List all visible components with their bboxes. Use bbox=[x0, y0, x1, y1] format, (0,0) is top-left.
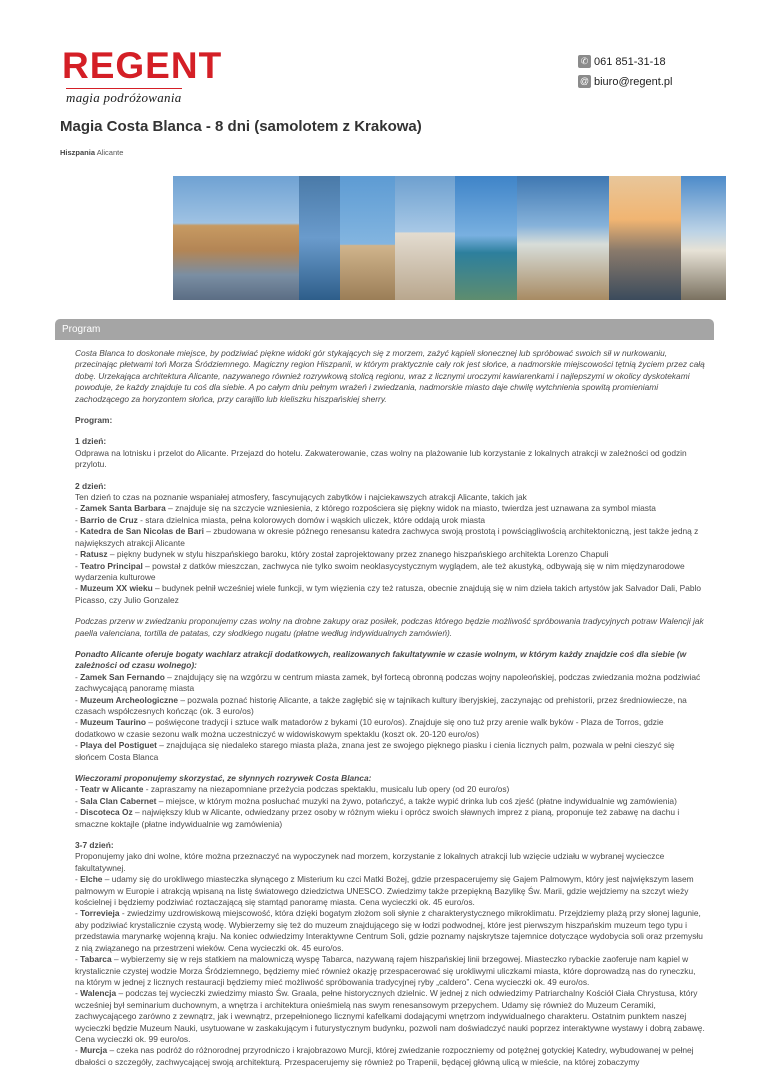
tab-program[interactable]: Program bbox=[55, 319, 714, 340]
list-item: - Playa del Postiguet – znajdująca się niedaleko starego miasta plaża, znana jest ze swojego pięknego piasku i cienia licznych palm, pozwala w pełni cieszyć się słońcem Costa Blanca bbox=[75, 740, 675, 762]
list-item: - Tabarca – wybierzemy się w rejs statkiem na malowniczą wyspę Tabarca, nazywaną rajem hiszpańskiej linii brzegowej. Miasteczko rybackie zaoferuje nam kąpiel w krystalicznie czystej wodzie Morza Śródziemnego, będziemy mieć również okazję przespacerować się urokliwymi uliczkami miasta, które doprowadzą nas do ryneczku, na którym w jednej z licznych restauracji będziemy mieć możliwość spróbowania tradycyjnej ryby „caldero”. Cena wycieczki ok. 49 euro/os. bbox=[75, 954, 696, 987]
list-item: - Zamek Santa Barbara – znajduje się na szczycie wzniesienia, z którego rozpościera się piękny widok na miasto, twierdza jest uznawana za symbol miasta bbox=[75, 503, 656, 514]
list-item: - Teatr w Alicante - zapraszamy na niezapomniane przeżycia podczas spektaklu, musicalu lub opery (od 20 euro/os) bbox=[75, 784, 510, 795]
day2-intro: Ten dzień to czas na poznanie wspaniałej atmosfery, fascynujących zabytków i najciekawszych atrakcji Alicante, takich jak bbox=[75, 492, 527, 503]
regent-logo[interactable] bbox=[62, 45, 223, 108]
evening-title: Wieczorami proponujemy skorzystać, ze słynnych rozrywek Costa Blanca: bbox=[75, 773, 372, 783]
list-item: - Walencja – podczas tej wycieczki zwiedzimy miasto Św. Graala, pełne historycznych dzielnic. W jednej z nich odwiedzimy Patriarchalny Kościół Ciała Chrystusa, który wcześniej był seminarium duchownym, a wnętrza i architektura onieśmielą nas swym renesansowym przepychem. Udamy się również do Muzeum Ceramiki, zachwycającego zarówno z zewnątrz, jak i wewnątrz, przepełnionego licznymi kafelkami dodającymi wnętrzom indywidualnego charakteru. Ostatnim punktem naszej wycieczki będzie Muzeum Nauki, usytuowane w zaskakującym i futurystycznym budynku, pozwoli nam doświadczyć nauki poprzez interaktywne wystawy i dobrą zabawę. Cena wycieczki ok. 99 euro/os. bbox=[75, 988, 705, 1044]
contact-block bbox=[578, 52, 672, 92]
gallery-photo[interactable] bbox=[517, 176, 609, 300]
email-address[interactable]: biuro@regent.pl bbox=[594, 75, 673, 88]
list-item: - Discoteca Oz – największy klub w Alicante, odwiedzany przez osoby w różnym wieku i oprócz swoich sławnych imprez z pianą, proponuje też zabawę na dachu i smaczne koktajle (płatne indywidualnie wg zamówienia) bbox=[75, 807, 680, 829]
logo-word: REGENT bbox=[62, 45, 223, 86]
list-item: - Katedra de San Nicolas de Bari – zbudowana w okresie późnego renesansu katedra zachwyca swoją prostotą i powściągliwością architektoniczną, jest także jedną z największych atrakcji Alicante bbox=[75, 526, 699, 548]
program-label: Program: bbox=[75, 415, 113, 426]
at-icon: @ bbox=[579, 76, 590, 86]
day3-intro: Proponujemy jako dni wolne, które można przeznaczyć na wypoczynek nad morzem, korzystanie z lokalnych atrakcji lub wzięcie udziału w wybranej wycieczce fakultatywnej. bbox=[75, 851, 665, 873]
list-item: - Torrevieja - zwiedzimy uzdrowiskową miejscowość, która dzięki bogatym złożom soli słynie z charakterystycznego mikroklimatu. Przejdziemy plażą przy słonej lagunie, aby podziwiać krystalicznie czystą wodę. Wybierzemy się też do muzeum znajdującego się w łodzi podwodnej, które jest pierwszym hiszpańskim muzeum tego typu i przedstawia marynarkę wojenną kraju. Na koniec odwiedzimy Interaktywne Centrum Soli, gdzie poznamy najskrytsze tajemnice dotyczące wydobycia soli oraz przemysłu z nią związanego na przestrzeni wieków. Cena wycieczki ok. 45 euro/os. bbox=[75, 908, 703, 953]
location-country[interactable]: Hiszpania bbox=[60, 148, 96, 157]
gallery-photo[interactable] bbox=[299, 176, 340, 300]
location-city[interactable]: Alicante bbox=[96, 148, 124, 157]
logo-tagline: magia podróżowania bbox=[66, 90, 182, 105]
gallery-photo[interactable] bbox=[455, 176, 517, 300]
program-content bbox=[75, 348, 705, 1078]
gallery-photo[interactable] bbox=[173, 176, 299, 300]
list-item: - Barrio de Cruz - stara dzielnica miasta, pełna kolorowych domów i wąskich uliczek, które oddają urok miasta bbox=[75, 514, 486, 525]
page-title: Magia Costa Blanca - 8 dni (samolotem z Krakowa) bbox=[60, 118, 422, 135]
list-item: - Muzeum Archeologiczne – pozwala poznać historię Alicante, a także zagłębić się w tajnikach kultury iberyjskiej, zaczynając od prehistorii, przez średniowiecze, na czasach współczesnych kończąc (ok. 3 euro/os) bbox=[75, 694, 687, 716]
list-item: - Sala Clan Cabernet – miejsce, w którym można posłuchać muzyki na żywo, potańczyć, a także wypić drinka lub coś zjeść (płatne indywidualnie wg zamówienia) bbox=[75, 795, 677, 806]
intro-paragraph: Costa Blanca to doskonałe miejsce, by podziwiać piękne widoki gór stykających się z morzem, zażyć kąpieli słonecznej lub spróbować swoich sił w nurkowaniu, przecinając płetwami toń Morza Śródziemnego. Magiczny region Hiszpanii, w którym praktycznie cały rok jest słońce, a nadmorskie miejscowości tętnią życiem przez całą dobę. Urzekająca architektura Alicante, nazywanego również rozrywkową stolicą regionu, wraz z licznymi uroczymi kawiarenkami i najlepszymi w okolicy dyskotekami powoduje, że każdy znajduje tu coś dla siebie. A po całym dniu pełnym wrażeń i zwiedzania, nadmorskie miasto daje chwilę wytchnienia spowitą promieniami zachodzącego za horyzontem słońca, przy carajillo lub kieliszku hiszpańskiej sherry. bbox=[75, 348, 705, 404]
email-row bbox=[578, 72, 672, 91]
location-breadcrumb bbox=[60, 148, 123, 157]
list-item: - Muzeum Taurino – poświęcone tradycji i sztuce walk matadorów z bykami (10 euro/os). Znajduje się ono tuż przy arenie walk byków - Plaza de Torros, gdzie dodatkowo w czasie sezonu walk można uczestniczyć w widowiskowym spektaklu (koszt ok. 20-120 euro/os) bbox=[75, 717, 664, 739]
list-item: - Zamek San Fernando – znajdujący się na wzgórzu w centrum miasta zamek, był fortecą obronną podczas wojny napoleońskiej, podczas zwiedzania można podziwiać zachwycającą panoramę miasta bbox=[75, 671, 701, 694]
day3-title: 3-7 dzień: bbox=[75, 840, 114, 851]
day1-text: Odprawa na lotnisku i przelot do Alicante. Przejazd do hotelu. Zakwaterowanie, czas wolny na plażowanie lub korzystanie z lokalnych atrakcji w zależności od godzin przylotu. bbox=[75, 447, 687, 470]
gallery-photo[interactable] bbox=[395, 176, 455, 300]
extras-title: Ponadto Alicante oferuje bogaty wachlarz atrakcji dodatkowych, realizowanych fakultatywnie w czasie wolnym, w którym każdy znajdzie coś dla siebie (w zależności od czasu wolnego): bbox=[75, 648, 687, 671]
day2-note: Podczas przerw w zwiedzaniu proponujemy czas wolny na drobne zakupy oraz posiłek, podczas którego będzie możliwość spróbowania tradycyjnych potraw Walencji jak paella valenciana, tortilla de patatas, czy słodkiego nugatu (płatne według indywidualnych zamówień). bbox=[75, 616, 704, 638]
list-item: - Elche – udamy się do urokliwego miasteczka słynącego z Misterium ku czci Matki Bożej, gdzie przespacerujemy się Gajem Palmowym, który jest największym lasem palmowym w Europie i atrakcją wpisaną na listę światowego dziedzictwa UNESCO. Zwiedzimy także przepiękną Bazylikę Św. Marii, gdzie wejdziemy na szczyt wieży kościelnej i będziemy podziwiać roztaczającą się stamtąd panoramę miasta. Cena wycieczki ok. 45 euro/os. bbox=[75, 874, 694, 908]
list-item: - Ratusz – piękny budynek w stylu hiszpańskiego baroku, który został zaprojektowany przez znanego hiszpańskiego architekta Lorenzo Chapuli bbox=[75, 549, 609, 560]
list-item: - Muzeum XX wieku – budynek pełnił wcześniej wiele funkcji, w tym więzienia czy też ratusza, obecnie znajdują się w nim dzieła takich artystów jak Salvador Dali, Pablo Picasso, czy Julio Gonzalez bbox=[75, 583, 702, 605]
day2-title: 2 dzień: bbox=[75, 480, 107, 491]
gallery-photo[interactable] bbox=[609, 176, 681, 300]
phone-row bbox=[578, 52, 672, 71]
list-item: - Murcja – czeka nas podróż do różnorodnej przyrodniczo i krajobrazowo Murcji, której zwiedzanie rozpoczniemy od potężnej gotyckiej Katedry, wybudowanej w pełnej dbałości o szczegóły, zachwycającej swoją architekturą. Przespacerujemy się również po Trapenii, będącej główną ulicą w mieście, na której zobaczymy bbox=[75, 1045, 694, 1067]
phone-number: 061 851-31-18 bbox=[594, 55, 666, 68]
gallery-photo[interactable] bbox=[340, 176, 395, 300]
list-item: - Teatro Principal – powstał z datków mieszczan, zachwyca nie tylko swoim neoklasycystycznym wyglądem, ale też akustyką, odbywają się w nim międzynarodowe wydarzenia kulturowe bbox=[75, 560, 685, 582]
photo-gallery bbox=[173, 176, 726, 300]
phone-icon: ✆ bbox=[578, 55, 591, 68]
gallery-photo[interactable] bbox=[681, 176, 726, 300]
day1-title: 1 dzień: bbox=[75, 436, 107, 447]
